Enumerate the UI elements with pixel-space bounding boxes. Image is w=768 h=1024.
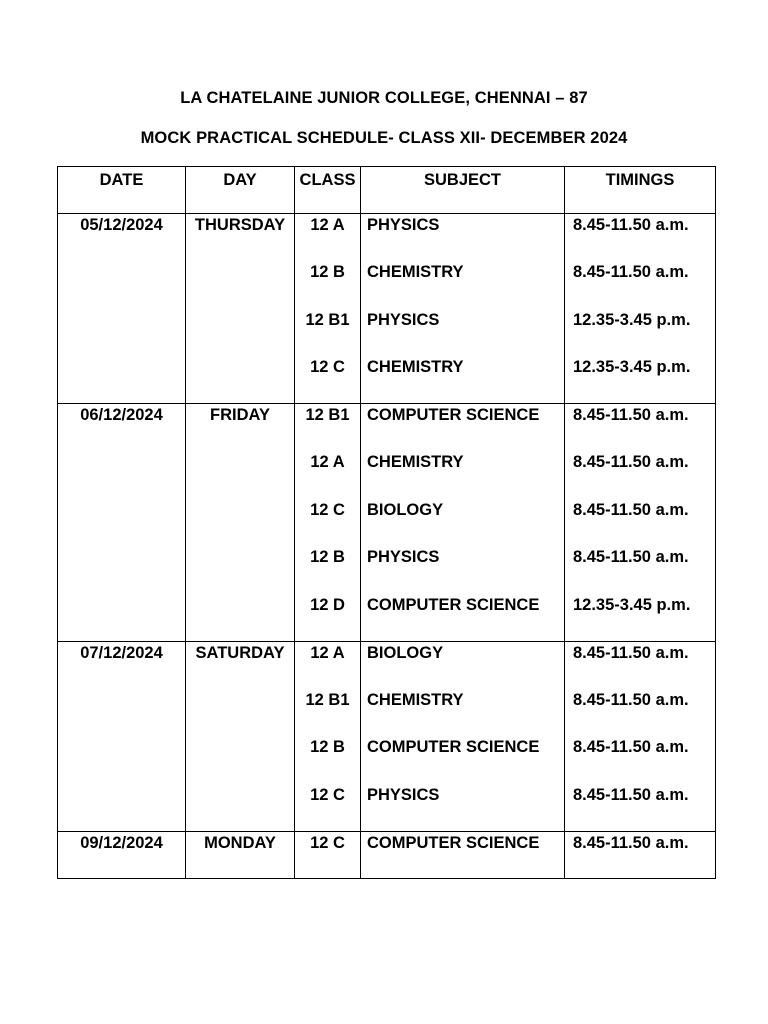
timings-cell: 8.45-11.50 a.m. [565,689,716,737]
day-cell [186,356,295,404]
date-cell [58,594,186,642]
day-cell [186,261,295,309]
day-cell: MONDAY [186,831,295,879]
class-cell: 12 B [295,261,361,309]
table-header-row [58,167,716,214]
timings-cell: 8.45-11.50 a.m. [565,784,716,832]
table-row [58,356,716,404]
timings-cell: 8.45-11.50 a.m. [565,641,716,689]
timings-cell: 12.35-3.45 p.m. [565,309,716,357]
class-cell: 12 A [295,641,361,689]
subject-cell: PHYSICS [361,214,565,262]
date-cell: 06/12/2024 [58,404,186,452]
table-row [58,641,716,689]
subject-cell: PHYSICS [361,784,565,832]
class-cell: 12 B [295,546,361,594]
class-cell: 12 C [295,831,361,879]
day-cell: THURSDAY [186,214,295,262]
class-cell: 12 D [295,594,361,642]
table-row [58,404,716,452]
column-header-date: DATE [58,167,186,214]
table-row [58,451,716,499]
class-cell: 12 A [295,214,361,262]
day-cell [186,594,295,642]
date-cell [58,546,186,594]
subject-cell: CHEMISTRY [361,689,565,737]
timings-cell: 8.45-11.50 a.m. [565,261,716,309]
class-cell: 12 C [295,356,361,404]
date-cell [58,451,186,499]
schedule-table [57,166,716,879]
schedule-title: MOCK PRACTICAL SCHEDULE- CLASS XII- DECEMBER 2024 [140,129,628,147]
college-name: LA CHATELAINE JUNIOR COLLEGE, CHENNAI – 87 [180,89,588,107]
timings-cell: 12.35-3.45 p.m. [565,356,716,404]
subject-cell: BIOLOGY [361,499,565,547]
date-cell: 07/12/2024 [58,641,186,689]
schedule-body [58,214,716,879]
date-cell [58,736,186,784]
table-row [58,546,716,594]
date-cell [58,309,186,357]
subject-cell: COMPUTER SCIENCE [361,736,565,784]
day-cell [186,689,295,737]
date-cell [58,499,186,547]
timings-cell: 8.45-11.50 a.m. [565,499,716,547]
day-cell [186,499,295,547]
timings-cell: 8.45-11.50 a.m. [565,451,716,499]
class-cell: 12 B1 [295,404,361,452]
subject-cell: PHYSICS [361,546,565,594]
table-row [58,831,716,879]
timings-cell: 8.45-11.50 a.m. [565,404,716,452]
column-header-class: CLASS [295,167,361,214]
subject-cell: COMPUTER SCIENCE [361,831,565,879]
subject-cell: BIOLOGY [361,641,565,689]
date-cell: 09/12/2024 [58,831,186,879]
table-row [58,736,716,784]
subject-cell: COMPUTER SCIENCE [361,594,565,642]
class-cell: 12 B [295,736,361,784]
table-row [58,214,716,262]
class-cell: 12 B1 [295,309,361,357]
timings-cell: 12.35-3.45 p.m. [565,594,716,642]
date-cell [58,784,186,832]
subject-cell: CHEMISTRY [361,451,565,499]
class-cell: 12 B1 [295,689,361,737]
table-row [58,689,716,737]
table-row [58,784,716,832]
timings-cell: 8.45-11.50 a.m. [565,736,716,784]
date-cell [58,689,186,737]
day-cell [186,784,295,832]
day-cell [186,546,295,594]
column-header-day: DAY [186,167,295,214]
subject-cell: PHYSICS [361,309,565,357]
date-cell: 05/12/2024 [58,214,186,262]
table-row [58,309,716,357]
day-cell [186,309,295,357]
date-cell [58,356,186,404]
day-cell [186,736,295,784]
timings-cell: 8.45-11.50 a.m. [565,546,716,594]
class-cell: 12 C [295,499,361,547]
day-cell: SATURDAY [186,641,295,689]
class-cell: 12 A [295,451,361,499]
day-cell: FRIDAY [186,404,295,452]
subject-cell: CHEMISTRY [361,356,565,404]
timings-cell: 8.45-11.50 a.m. [565,214,716,262]
table-row [58,594,716,642]
class-cell: 12 C [295,784,361,832]
column-header-timings: TIMINGS [565,167,716,214]
subject-cell: CHEMISTRY [361,261,565,309]
day-cell [186,451,295,499]
column-header-subject: SUBJECT [361,167,565,214]
date-cell [58,261,186,309]
table-row [58,499,716,547]
table-row [58,261,716,309]
timings-cell: 8.45-11.50 a.m. [565,831,716,879]
subject-cell: COMPUTER SCIENCE [361,404,565,452]
